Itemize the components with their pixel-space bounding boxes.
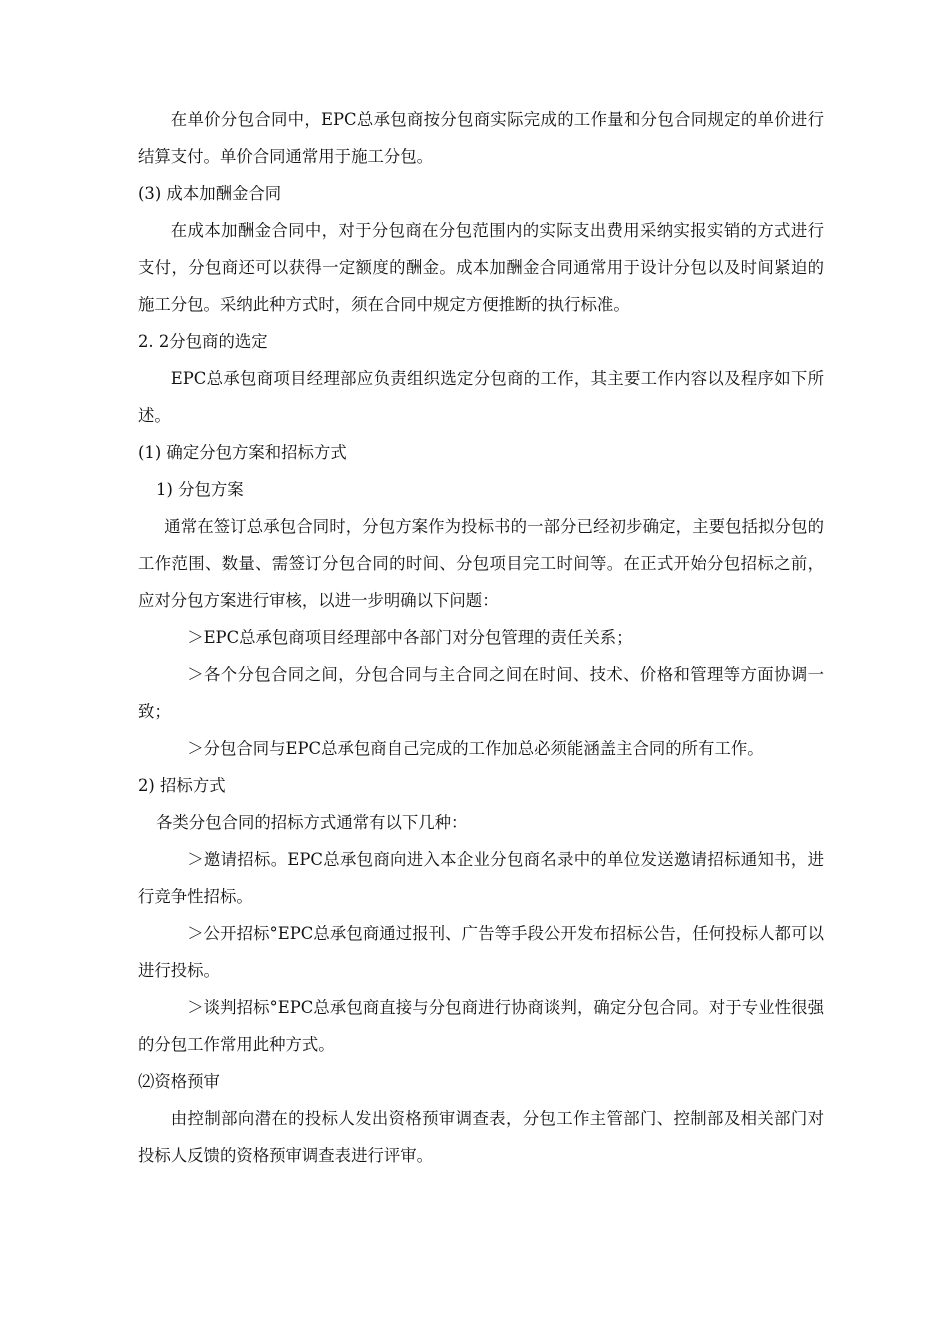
bullet-open-bidding: ＞公开招标°EPC总承包商通过报刊、广告等手段公开发布招标公告，任何投标人都可以进行投标。: [138, 924, 824, 980]
bullet-coverage: ＞分包合同与EPC总承包商自己完成的工作加总必须能涵盖主合同的所有工作。: [187, 739, 764, 758]
bullet-invited-bidding: ＞邀请招标。EPC总承包商向进入本企业分包商名录中的单位发送邀请招标通知书，进行竞争性招标。: [138, 850, 824, 906]
heading-cost-plus-contract: (3) 成本加酬金合同: [138, 184, 282, 203]
paragraph-prequalification: 由控制部向潜在的投标人发出资格预审调查表，分包工作主管部门、控制部及相关部门对投标人反馈的资格预审调查表进行评审。: [138, 1109, 824, 1165]
paragraph-cost-plus-contract: 在成本加酬金合同中，对于分包商在分包范围内的实际支出费用采纳实报实销的方式进行支付，分包商还可以获得一定额度的酬金。成本加酬金合同通常用于设计分包以及时间紧迫的施工分包。采纳此种方式时，须在合同中规定方便推断的执行标准。: [138, 221, 824, 314]
subheading-subcontract-plan: 1) 分包方案: [156, 480, 244, 499]
subheading-bidding-method: 2) 招标方式: [138, 776, 226, 795]
paragraph-selection-intro: EPC总承包商项目经理部应负责组织选定分包商的工作，其主要工作内容以及程序如下所述。: [138, 369, 824, 425]
paragraph-bidding-methods-intro: 各类分包合同的招标方式通常有以下几种：: [156, 813, 468, 832]
heading-subcontract-plan-and-bidding: (1) 确定分包方案和招标方式: [138, 443, 347, 462]
paragraph-unit-price-contract: 在单价分包合同中，EPC总承包商按分包商实际完成的工作量和分包合同规定的单价进行结算支付。单价合同通常用于施工分包。: [138, 110, 824, 166]
heading-prequalification: ⑵资格预审: [138, 1072, 220, 1091]
paragraph-subcontract-plan: 通常在签订总承包合同时，分包方案作为投标书的一部分已经初步确定，主要包括拟分包的工作范围、数量、需签订分包合同的时间、分包项目完工时间等。在正式开始分包招标之前，应对分包方案进行审核，以进一步明确以下问题：: [138, 517, 824, 610]
bullet-responsibility: ＞EPC总承包商项目经理部中各部门对分包管理的责任关系；: [187, 628, 633, 647]
bullet-coordination: ＞各个分包合同之间，分包合同与主合同之间在时间、技术、价格和管理等方面协调一致；: [138, 665, 824, 721]
heading-subcontractor-selection: 2. 2分包商的选定: [138, 332, 268, 351]
bullet-negotiated-bidding: ＞谈判招标°EPC总承包商直接与分包商进行协商谈判，确定分包合同。对于专业性很强的分包工作常用此种方式。: [138, 998, 824, 1054]
